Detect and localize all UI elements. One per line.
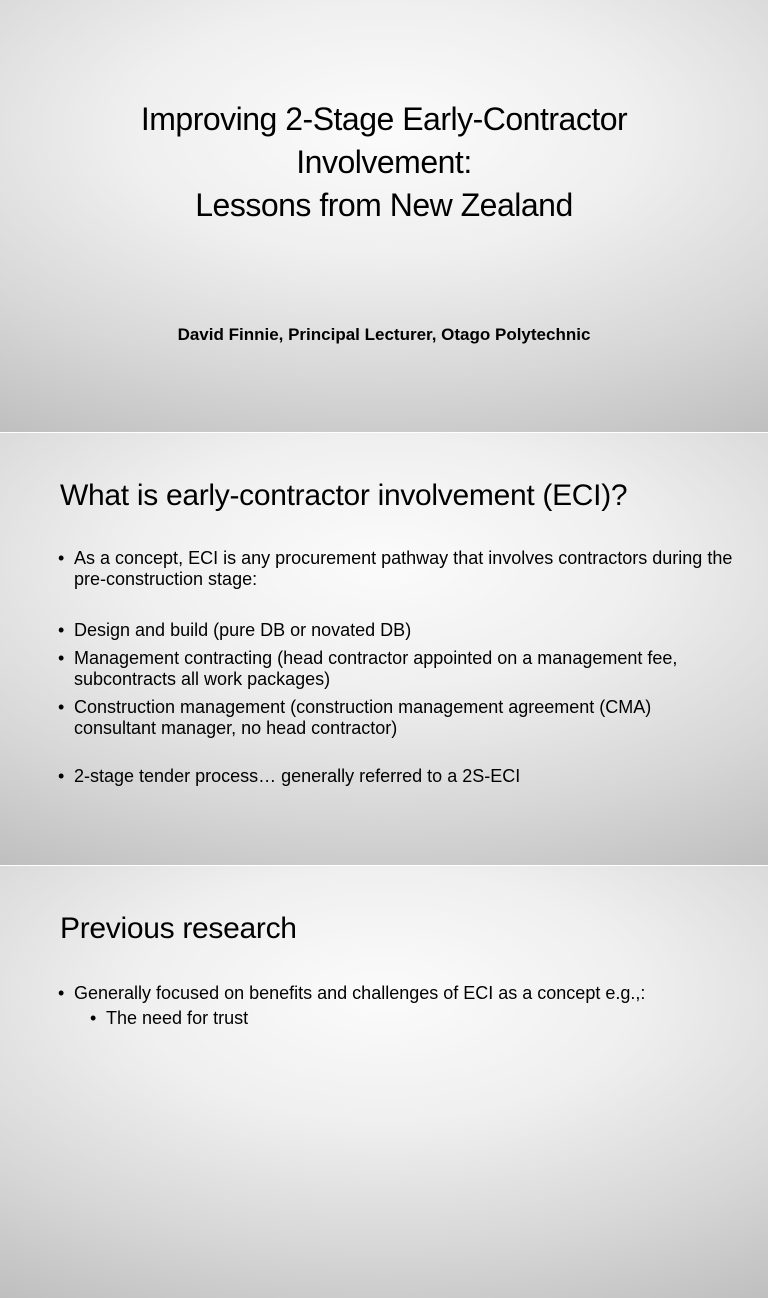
- bullet-item: [58, 620, 738, 641]
- bullet-list: [58, 983, 738, 1029]
- bullet-item: [58, 983, 738, 1004]
- bullet-item: [58, 648, 738, 690]
- bullet-item: [58, 766, 738, 787]
- bullet-text: The need for trust: [106, 1008, 249, 1028]
- bullet-text: As a concept, ECI is any procurement pathway that involves contractors during the pre-construction stage:: [74, 548, 733, 589]
- bullet-text: Design and build (pure DB or novated DB): [74, 620, 412, 640]
- bullet-text: Management contracting (head contractor appointed on a management fee, subcontracts all work packages): [74, 648, 678, 689]
- title-line-1: Improving 2-Stage Early-Contractor: [140, 101, 628, 137]
- slide-heading: Previous research: [60, 912, 297, 945]
- bullet-marker: •: [58, 697, 65, 717]
- slide-heading: What is early-contractor involvement (ECI)?: [60, 479, 628, 512]
- bullet-marker: •: [58, 766, 65, 786]
- bullet-item: [58, 697, 738, 739]
- bullet-item: [58, 548, 738, 590]
- bullet-marker: •: [58, 620, 65, 640]
- title-line-2: Involvement:: [296, 144, 472, 180]
- sub-bullet-item: [90, 1008, 738, 1029]
- eci-definition-slide: [0, 433, 768, 865]
- bullet-text: Generally focused on benefits and challenges of ECI as a concept e.g.,:: [74, 983, 646, 1003]
- title-line-3: Lessons from New Zealand: [195, 187, 573, 223]
- bullet-marker: •: [58, 648, 65, 668]
- presentation-title: [40, 98, 728, 227]
- bullet-list: [58, 548, 738, 787]
- bullet-text: Construction management (construction management agreement (CMA) consultant manager, no head contractor): [74, 697, 652, 738]
- bullet-marker: •: [58, 983, 65, 1003]
- previous-research-slide: [0, 866, 768, 1298]
- author-line: David Finnie, Principal Lecturer, Otago Polytechnic: [177, 325, 591, 344]
- title-slide: [0, 0, 768, 432]
- bullet-text: 2-stage tender process… generally referred to a 2S-ECI: [74, 766, 521, 786]
- bullet-marker: •: [58, 548, 65, 568]
- bullet-marker: •: [90, 1008, 97, 1028]
